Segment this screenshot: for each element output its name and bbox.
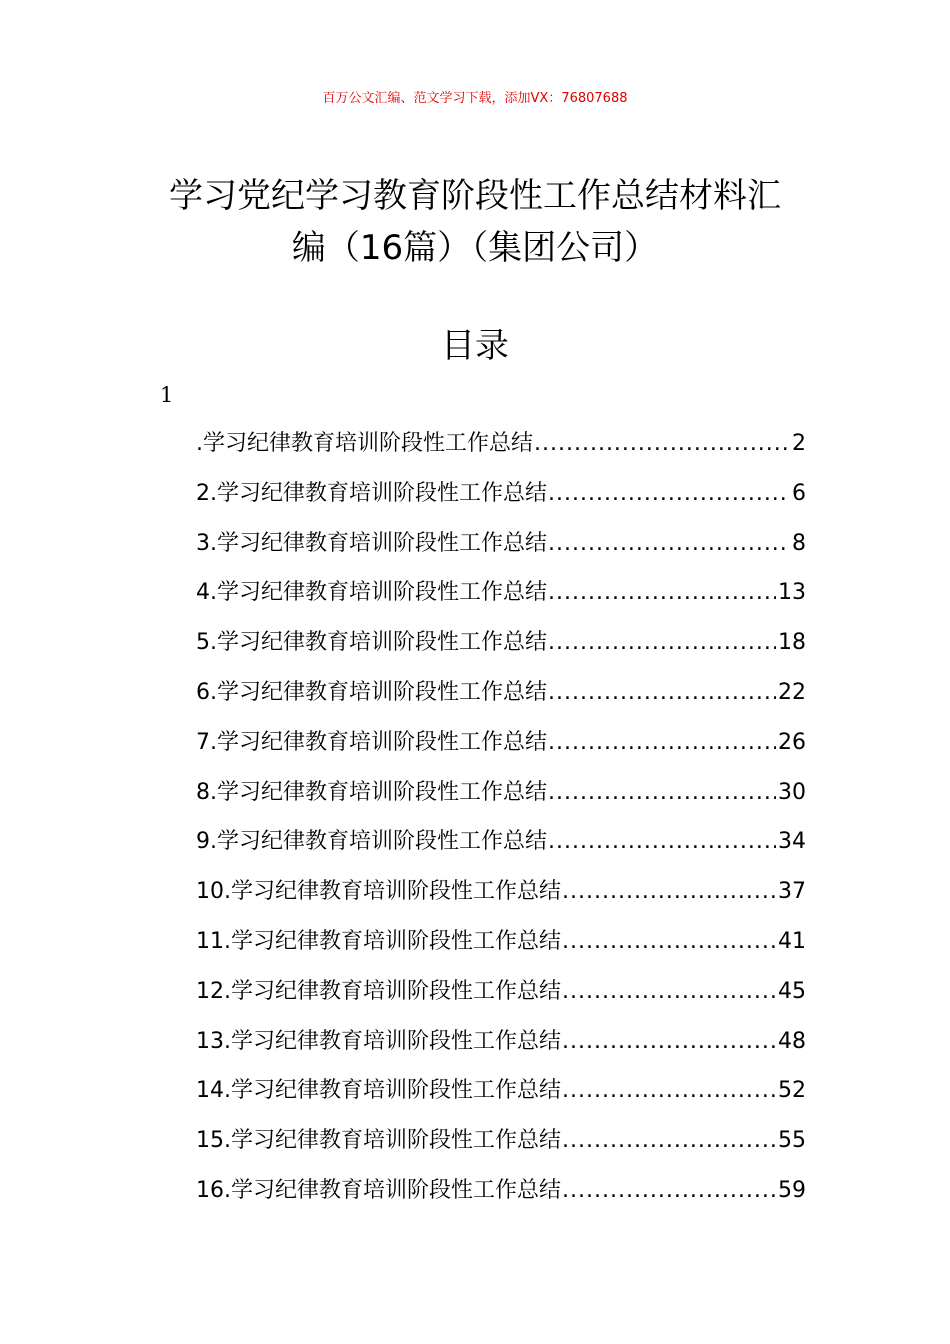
- toc-dot-leader: [562, 873, 776, 911]
- toc-dot-leader: [548, 674, 776, 712]
- toc-dot-leader: [562, 1072, 776, 1110]
- toc-entry-number: 4: [196, 580, 210, 606]
- toc-entry-number: 12: [196, 978, 224, 1004]
- toc-entry[interactable]: [196, 475, 806, 525]
- toc-entry[interactable]: [196, 1023, 806, 1073]
- toc-entry[interactable]: [196, 873, 806, 923]
- toc-dot-leader: [562, 923, 776, 961]
- toc-entry-title: .学习纪律教育培训阶段性工作总结: [224, 928, 561, 954]
- page-marker: 1: [160, 383, 174, 407]
- header-promo-note: 百万公文汇编、范文学习下载，添加VX：76807688: [322, 91, 628, 106]
- document-title-line-1: 学习党纪学习教育阶段性工作总结材料汇: [169, 176, 781, 216]
- toc-entry[interactable]: [196, 624, 806, 674]
- toc-entry-page: 26: [778, 729, 806, 755]
- toc-dot-leader: [548, 724, 776, 762]
- toc-entry[interactable]: [196, 674, 806, 724]
- toc-entry-page: 41: [778, 928, 806, 954]
- toc-entry-title: .学习纪律教育培训阶段性工作总结: [210, 779, 547, 805]
- toc-entry-number: 13: [196, 1028, 224, 1054]
- toc-entry[interactable]: [196, 823, 806, 873]
- toc-entry-page: 8: [792, 530, 806, 556]
- toc-entry-number: 5: [196, 630, 210, 656]
- toc-entry[interactable]: [196, 525, 806, 575]
- toc-entry-title: .学习纪律教育培训阶段性工作总结: [224, 1078, 561, 1104]
- toc-entry-page: 30: [778, 779, 806, 805]
- toc-dot-leader: [548, 574, 776, 612]
- toc-entry[interactable]: [196, 1122, 806, 1172]
- toc-entry-number: 6: [196, 679, 210, 705]
- toc-entry-page: 18: [778, 630, 806, 656]
- toc-entry-title: .学习纪律教育培训阶段性工作总结: [210, 480, 547, 506]
- document-title: [140, 170, 810, 274]
- toc-entry-title: .学习纪律教育培训阶段性工作总结: [224, 1128, 561, 1154]
- toc-entry-number: 16: [196, 1177, 224, 1203]
- toc-entry-title: .学习纪律教育培训阶段性工作总结: [224, 1028, 561, 1054]
- table-of-contents: [196, 425, 806, 1222]
- toc-dot-leader: [534, 425, 790, 463]
- toc-entry-page: 6: [792, 480, 806, 506]
- toc-entry-page: 48: [778, 1028, 806, 1054]
- toc-dot-leader: [548, 774, 776, 812]
- toc-entry-number: 11: [196, 928, 224, 954]
- toc-entry-page: 22: [778, 679, 806, 705]
- toc-dot-leader: [548, 525, 790, 563]
- toc-entry-title: .学习纪律教育培训阶段性工作总结: [210, 829, 547, 855]
- toc-dot-leader: [562, 1172, 776, 1210]
- toc-dot-leader: [562, 1122, 776, 1160]
- toc-entry[interactable]: [196, 973, 806, 1023]
- toc-entry[interactable]: [196, 1072, 806, 1122]
- toc-dot-leader: [548, 624, 776, 662]
- toc-entry-title: .学习纪律教育培训阶段性工作总结: [210, 630, 547, 656]
- toc-entry-page: 13: [778, 580, 806, 606]
- toc-entry[interactable]: [196, 724, 806, 774]
- toc-entry-page: 34: [778, 829, 806, 855]
- toc-entry-number: 8: [196, 779, 210, 805]
- toc-entry-number: 2: [196, 480, 210, 506]
- toc-dot-leader: [548, 475, 790, 513]
- toc-entry-number: 7: [196, 729, 210, 755]
- toc-entry-title: .学习纪律教育培训阶段性工作总结: [210, 679, 547, 705]
- toc-entry-number: 15: [196, 1128, 224, 1154]
- toc-entry[interactable]: [196, 425, 806, 475]
- toc-entry[interactable]: [196, 923, 806, 973]
- toc-entry-page: 45: [778, 978, 806, 1004]
- toc-entry-title: .学习纪律教育培训阶段性工作总结: [210, 530, 547, 556]
- toc-entry-page: 2: [792, 431, 806, 456]
- toc-entry-title: .学习纪律教育培训阶段性工作总结: [224, 879, 561, 905]
- toc-entry-number: 9: [196, 829, 210, 855]
- toc-heading: 目录: [441, 326, 509, 366]
- toc-entry[interactable]: [196, 1172, 806, 1222]
- toc-entry-page: 37: [778, 879, 806, 905]
- toc-entry-page: 59: [778, 1177, 806, 1203]
- toc-entry-title: .学习纪律教育培训阶段性工作总结: [224, 1177, 561, 1203]
- toc-entry-number: 10: [196, 879, 224, 905]
- toc-entry[interactable]: [196, 574, 806, 624]
- toc-dot-leader: [562, 1023, 776, 1061]
- toc-entry-title: .学习纪律教育培训阶段性工作总结: [196, 431, 533, 456]
- document-title-line-2: 编（16篇）（集团公司）: [291, 228, 659, 268]
- toc-dot-leader: [562, 973, 776, 1011]
- toc-entry-number: 14: [196, 1078, 224, 1104]
- toc-entry-title: .学习纪律教育培训阶段性工作总结: [224, 978, 561, 1004]
- toc-entry-title: .学习纪律教育培训阶段性工作总结: [210, 729, 547, 755]
- toc-entry-number: 3: [196, 530, 210, 556]
- toc-entry[interactable]: [196, 774, 806, 824]
- toc-entry-page: 52: [778, 1078, 806, 1104]
- toc-dot-leader: [548, 823, 776, 861]
- toc-entry-title: .学习纪律教育培训阶段性工作总结: [210, 580, 547, 606]
- toc-entry-page: 55: [778, 1128, 806, 1154]
